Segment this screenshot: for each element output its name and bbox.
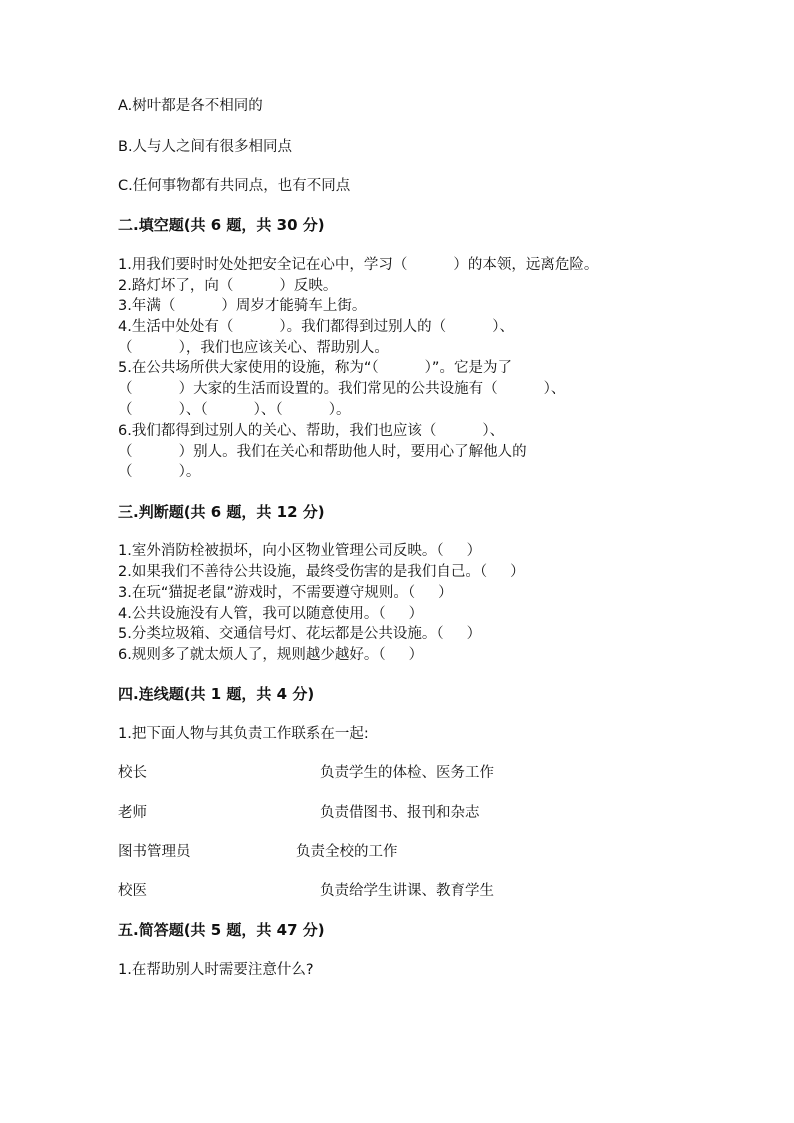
matching-question: 1.把下面人物与其负责工作联系在一起: [118, 726, 369, 742]
true-false-line: 3.在玩“猫捉老鼠”游戏时，不需要遵守规则。（ ） [118, 585, 453, 601]
matching-left-item: 老师 [118, 805, 147, 821]
fill-in-line: 2.路灯坏了，向（ ）反映。 [118, 278, 338, 294]
short-answer-question: 1.在帮助别人时需要注意什么? [118, 962, 314, 978]
fill-in-line: 4.生活中处处有（ ）。我们都得到过别人的（ ）、 [118, 319, 515, 335]
fill-in-line: 6.我们都得到过别人的关心、帮助，我们也应该（ ）、 [118, 423, 505, 439]
section-heading-matching: 四.连线题(共 1 题，共 4 分) [118, 685, 315, 703]
section-heading-true-false: 三.判断题(共 6 题，共 12 分) [118, 503, 325, 521]
true-false-line: 2.如果我们不善待公共设施，最终受伤害的是我们自己。（ ） [118, 564, 525, 580]
fill-in-line: （ ），我们也应该关心、帮助别人。 [118, 340, 389, 356]
true-false-line: 4.公共设施没有人管，我可以随意使用。（ ） [118, 606, 424, 622]
matching-left-item: 校长 [118, 765, 147, 781]
matching-left-item: 图书管理员 [118, 844, 191, 860]
option-a: A.树叶都是各不相同的 [118, 98, 263, 114]
option-c: C.任何事物都有共同点，也有不同点 [118, 178, 351, 194]
section-heading-short-answer: 五.简答题(共 5 题，共 47 分) [118, 921, 325, 939]
fill-in-line: （ ）别人。我们在关心和帮助他人时，要用心了解他人的 [118, 444, 527, 460]
fill-in-line: 5.在公共场所供大家使用的设施，称为“（ ）”。它是为了 [118, 360, 512, 376]
option-b: B.人与人之间有很多相同点 [118, 139, 293, 155]
fill-in-line: （ ）、（ ）、（ ）。 [118, 402, 351, 418]
matching-right-item: 负责给学生讲课、教育学生 [320, 883, 494, 899]
true-false-line: 1.室外消防栓被损坏，向小区物业管理公司反映。（ ） [118, 543, 482, 559]
fill-in-line: 3.年满（ ）周岁才能骑车上街。 [118, 298, 367, 314]
section-heading-fill-in: 二.填空题(共 6 题，共 30 分) [118, 216, 325, 234]
matching-right-item: 负责借图书、报刊和杂志 [320, 805, 480, 821]
fill-in-line: （ ）大家的生活而设置的。我们常见的公共设施有（ ）、 [118, 381, 566, 397]
matching-left-item: 校医 [118, 883, 147, 899]
fill-in-line: 1.用我们要时时处处把安全记在心中，学习（ ）的本领，远离危险。 [118, 257, 599, 273]
true-false-line: 5.分类垃圾箱、交通信号灯、花坛都是公共设施。（ ） [118, 626, 482, 642]
matching-right-item: 负责学生的体检、医务工作 [320, 765, 494, 781]
true-false-line: 6.规则多了就太烦人了，规则越少越好。（ ） [118, 647, 424, 663]
matching-right-item: 负责全校的工作 [296, 844, 398, 860]
fill-in-line: （ ）。 [118, 464, 201, 480]
